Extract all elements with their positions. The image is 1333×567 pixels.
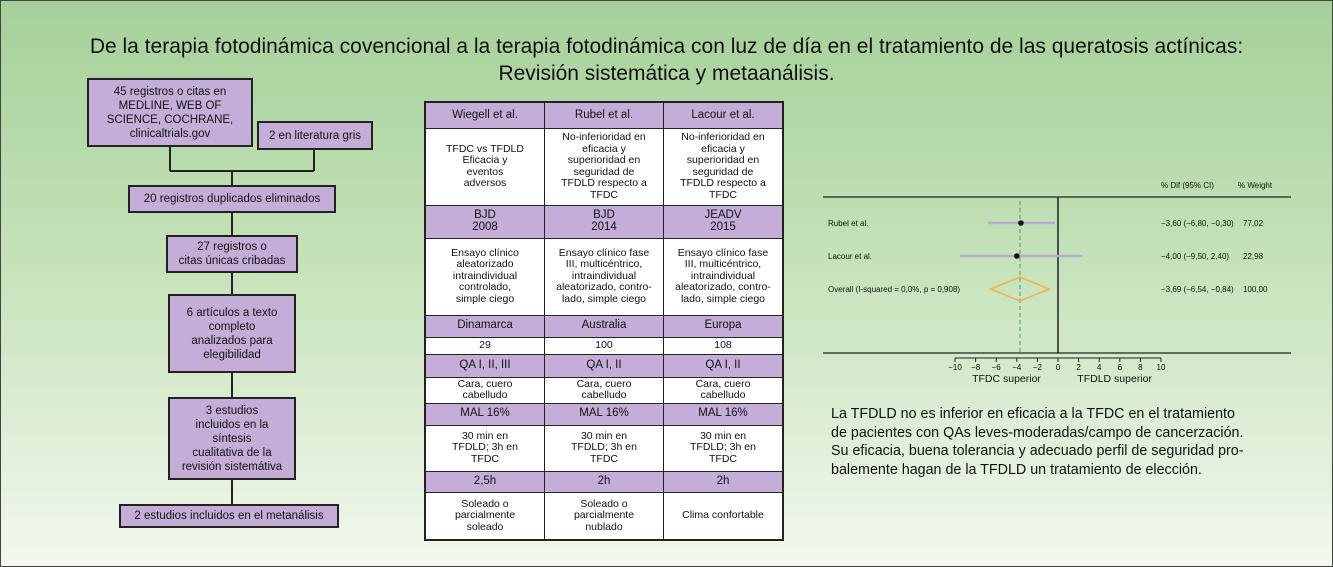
table-row xyxy=(425,315,783,337)
table-row xyxy=(425,471,783,492)
x-label-right: TFDLD superior xyxy=(1077,373,1152,385)
table-cell: Australia xyxy=(545,315,664,337)
table-row xyxy=(425,403,783,425)
x-tick-label: 0 xyxy=(1055,363,1061,372)
flow-duplicates-box: 20 registros duplicados eliminados xyxy=(128,185,336,213)
flow-records-box: 45 registros o citas en MEDLINE, WEB OF SCIENCE, COCHRANE, clinicaltrials.gov xyxy=(87,78,253,147)
x-tick-label: 8 xyxy=(1138,363,1143,372)
table-cell: Cara, cuero cabelludo xyxy=(425,377,545,403)
studies-table xyxy=(424,101,784,541)
table-cell: TFDC vs TFDLD Eficacia y eventos adversos xyxy=(425,128,545,205)
table-row xyxy=(425,354,783,377)
table-row xyxy=(425,337,783,354)
x-tick-label: −6 xyxy=(991,363,1001,372)
table-cell: 108 xyxy=(664,337,784,354)
table-cell: Soleado o parcialmente nublado xyxy=(545,492,664,540)
forest-plot xyxy=(816,171,1296,386)
table-cell: 30 min en TFDLD; 3h en TFDC xyxy=(664,425,784,471)
overall-weight: 100,00 xyxy=(1243,285,1268,294)
table-cell: MAL 16% xyxy=(664,403,784,425)
study-row xyxy=(828,252,1264,261)
table-cell: QA I, II xyxy=(545,354,664,377)
table-cell: 30 min en TFDLD; 3h en TFDC xyxy=(545,425,664,471)
table-cell: QA I, II xyxy=(664,354,784,377)
x-tick-label: 4 xyxy=(1096,363,1102,372)
table-cell: Rubel et al. xyxy=(545,102,664,128)
column-header-weight: % Weight xyxy=(1238,181,1273,190)
table-cell: 2h xyxy=(664,471,784,492)
overall-effect-label: −3,69 (−6,54, −0,84) xyxy=(1161,285,1234,294)
study-name: Lacour et al. xyxy=(828,252,873,261)
table-cell: 2,5h xyxy=(425,471,545,492)
x-label-left: TFDC superior xyxy=(972,373,1041,385)
table-cell: Clima confortable xyxy=(664,492,784,540)
x-tick-label: 10 xyxy=(1156,363,1166,372)
table-cell: No-inferioridad en eficacia y superioridad en seguridad de TFDLD respecto a TFDC xyxy=(545,128,664,205)
study-estimate xyxy=(1018,220,1024,226)
table-cell: MAL 16% xyxy=(425,403,545,425)
study-row xyxy=(828,219,1264,228)
table-cell: Lacour et al. xyxy=(664,102,784,128)
x-tick-label: −8 xyxy=(971,363,981,372)
table-cell: 2h xyxy=(545,471,664,492)
x-axis-ticks xyxy=(948,358,1166,372)
flow-meta-box: 2 estudios incluidos en el metanálisis xyxy=(119,504,339,528)
table-cell: Ensayo clínico fase III, multicéntrico, intraindividual aleatorizado, contro- lado, simple ciego xyxy=(664,238,784,315)
x-tick-label: −2 xyxy=(1032,363,1042,372)
table-cell: Cara, cuero cabelludo xyxy=(545,377,664,403)
x-tick-label: −4 xyxy=(1012,363,1022,372)
table-row xyxy=(425,425,783,471)
overall-row xyxy=(828,277,1268,301)
table-cell: QA I, II, III xyxy=(425,354,545,377)
table-cell: Dinamarca xyxy=(425,315,545,337)
table-row xyxy=(425,377,783,403)
table-row xyxy=(425,205,783,238)
table-row xyxy=(425,128,783,205)
flow-qualitative-box: 3 estudios incluidos en la síntesis cualitativa de la revisión sistemátiva xyxy=(168,397,296,480)
overall-label: Overall (I-squared = 0,0%, p = 0,908) xyxy=(828,285,961,294)
study-rows xyxy=(828,219,1264,261)
table-cell: 30 min en TFDLD; 3h en TFDC xyxy=(425,425,545,471)
table-row xyxy=(425,102,783,128)
flow-screened-box: 27 registros o citas únicas cribadas xyxy=(166,235,298,273)
title-line-1: De la terapia fotodinámica covencional a la terapia fotodinámica con luz de día en el tratamiento de las queratosis actínicas: xyxy=(89,35,1244,58)
table-cell: Ensayo clínico fase III, multicéntrico, intraindividual aleatorizado, contro- lado, simple ciego xyxy=(545,238,664,315)
table-cell: Europa xyxy=(664,315,784,337)
table-cell: Ensayo clínico aleatorizado intraindividual controlado, simple ciego xyxy=(425,238,545,315)
study-estimate xyxy=(1014,253,1020,259)
table-cell: No-inferioridad en eficacia y superioridad en seguridad de TFDLD respecto a TFDC xyxy=(664,128,784,205)
table-cell: MAL 16% xyxy=(545,403,664,425)
table-cell: 29 xyxy=(425,337,545,354)
study-effect-label: −3,60 (−6,80, −0,30) xyxy=(1161,219,1234,228)
column-header-effect: % Dif (95% CI) xyxy=(1161,181,1214,190)
conclusion-text: La TFDLD no es inferior en eficacia a la TFDC en el tratamiento de pacientes con QAs leves-moderadas/campo de cancerzación. Su eficacia, buena tolerancia y adecuado perfil de seguridad pro- balemente hagan de la TFDLD un tratamiento de elección. xyxy=(831,406,1244,478)
table-cell: BJD 2008 xyxy=(425,205,545,238)
table-row xyxy=(425,492,783,540)
title-line-2: Revisión sistemática y metaanálisis. xyxy=(498,62,835,85)
table-row xyxy=(425,238,783,315)
table-cell: Wiegell et al. xyxy=(425,102,545,128)
x-tick-label: 2 xyxy=(1076,363,1081,372)
study-weight: 77,02 xyxy=(1243,219,1264,228)
x-tick-label: −10 xyxy=(948,363,962,372)
table-cell: 100 xyxy=(545,337,664,354)
study-name: Rubel et al. xyxy=(828,219,869,228)
x-tick-label: 6 xyxy=(1117,363,1123,372)
table-cell: JEADV 2015 xyxy=(664,205,784,238)
flow-fulltext-box: 6 artículos a texto completo analizados para elegibilidad xyxy=(168,294,296,373)
study-effect-label: −4,00 (−9,50, 2,40) xyxy=(1161,252,1230,261)
table-cell: BJD 2014 xyxy=(545,205,664,238)
table-cell: Cara, cuero cabelludo xyxy=(664,377,784,403)
table-cell: Soleado o parcialmente soleado xyxy=(425,492,545,540)
study-weight: 22,98 xyxy=(1243,252,1264,261)
flow-grey-literature-box: 2 en literatura gris xyxy=(257,121,373,150)
